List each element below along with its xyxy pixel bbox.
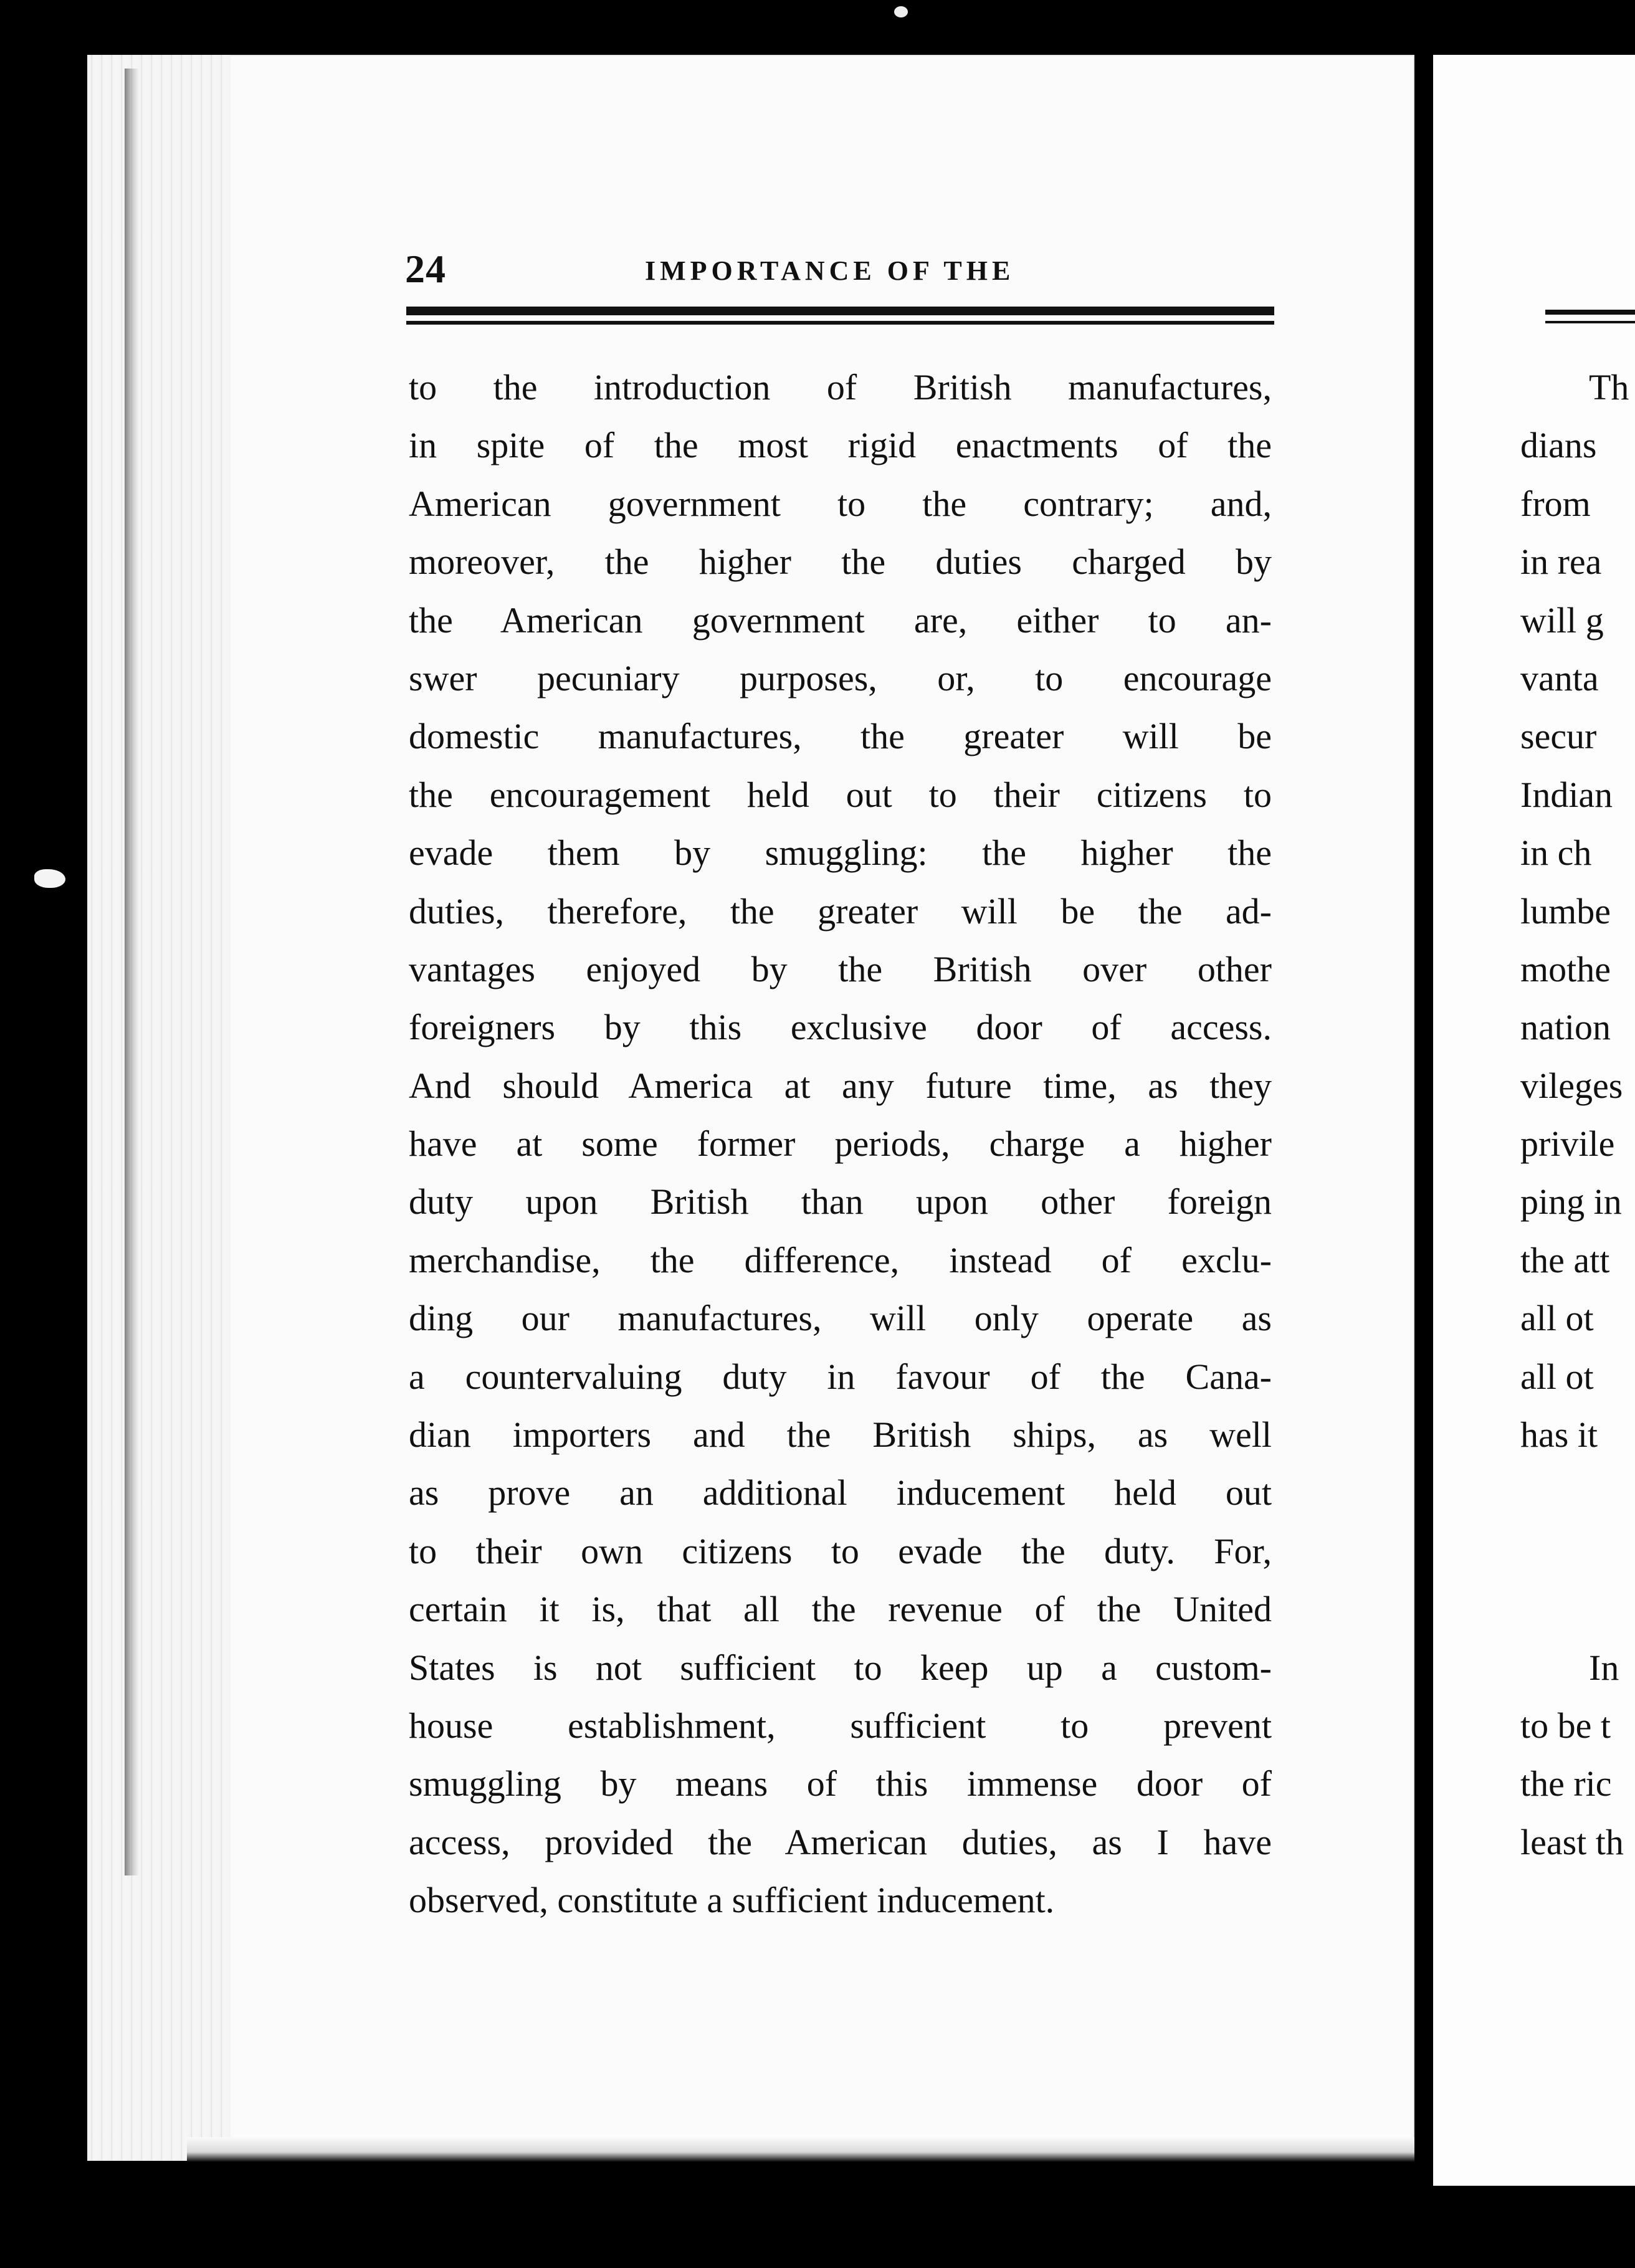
right-text-line: secur xyxy=(1520,716,1597,757)
text-line: a countervaluing duty in favour of the Cana- xyxy=(409,1356,1272,1397)
right-page-text xyxy=(1520,358,1635,1871)
text-line: certain it is, that all the revenue of the United xyxy=(409,1589,1272,1630)
text-line: smuggling by means of this immense door of xyxy=(409,1763,1272,1804)
text-line: house establishment, sufficient to prevent xyxy=(409,1705,1272,1746)
text-line: moreover, the higher the duties charged by xyxy=(409,541,1272,583)
text-line: in spite of the most rigid enactments of the xyxy=(409,425,1272,466)
text-line: have at some former periods, charge a higher xyxy=(409,1123,1272,1165)
dust-speck-left xyxy=(34,869,65,888)
text-line: merchandise, the difference, instead of exclu- xyxy=(409,1239,1272,1280)
right-text-line: privile xyxy=(1520,1123,1615,1165)
right-text-line xyxy=(1520,1464,1635,1522)
text-line: American government to the contrary; and, xyxy=(409,483,1272,524)
right-text-line: vanta xyxy=(1520,657,1599,698)
text-line: as prove an additional inducement held out xyxy=(409,1472,1272,1513)
right-text-line: all ot xyxy=(1520,1298,1594,1339)
right-text-line: In xyxy=(1589,1647,1619,1688)
right-text-line: in ch xyxy=(1520,832,1592,874)
header-rule-thick xyxy=(406,307,1274,315)
page-edges xyxy=(87,55,231,2161)
right-text-line: will g xyxy=(1520,599,1604,641)
text-line: And should America at any future time, as they xyxy=(409,1065,1272,1106)
right-header-rule-thick xyxy=(1545,310,1635,315)
text-line: to their own citizens to evade the duty. For, xyxy=(409,1530,1272,1571)
text-line: duty upon British than upon other foreign xyxy=(409,1181,1272,1222)
text-line: the American government are, either to an- xyxy=(409,599,1272,641)
body-text xyxy=(409,358,1272,1930)
page-number: 24 xyxy=(405,247,446,291)
right-text-line: Th xyxy=(1589,367,1629,407)
text-line: dian importers and the British ships, as well xyxy=(409,1414,1272,1456)
text-line: evade them by smuggling: the higher the xyxy=(409,832,1272,874)
right-text-line: dians xyxy=(1520,425,1597,466)
text-line: observed, constitute a sufficient inducement. xyxy=(409,1880,1055,1921)
right-text-line: from xyxy=(1520,483,1591,524)
text-line: foreigners by this exclusive door of access. xyxy=(409,1007,1272,1048)
text-line: duties, therefore, the greater will be the ad- xyxy=(409,890,1272,932)
page-bottom-edge xyxy=(187,2137,1421,2162)
text-line: ding our manufactures, will only operate as xyxy=(409,1298,1272,1339)
right-text-line: ping in xyxy=(1520,1181,1622,1222)
right-text-line xyxy=(1520,1522,1635,1580)
right-text-line: least th xyxy=(1520,1821,1624,1862)
binding-shadow xyxy=(125,69,138,1875)
right-text-line: lumbe xyxy=(1520,890,1611,932)
right-text-line: the att xyxy=(1520,1239,1610,1280)
text-line: the encouragement held out to their citizens to xyxy=(409,774,1272,815)
text-line: domestic manufactures, the greater will be xyxy=(409,716,1272,757)
right-header-rule-thin xyxy=(1545,321,1635,323)
page-header xyxy=(405,246,1274,296)
running-head: IMPORTANCE OF THE xyxy=(645,255,1015,286)
right-text-line: vileges xyxy=(1520,1065,1623,1106)
dust-speck xyxy=(894,6,908,17)
text-line: vantages enjoyed by the British over other xyxy=(409,948,1272,989)
right-text-line: nation xyxy=(1520,1007,1611,1048)
page-gutter xyxy=(1414,50,1433,2206)
right-text-line xyxy=(1520,1580,1635,1638)
text-line: States is not sufficient to keep up a custom- xyxy=(409,1647,1272,1688)
right-text-line: the ric xyxy=(1520,1763,1612,1804)
right-text-line: in rea xyxy=(1520,541,1602,583)
right-text-line: to be t xyxy=(1520,1705,1611,1746)
text-line: access, provided the American duties, as I have xyxy=(409,1821,1272,1862)
right-text-line: has it xyxy=(1520,1414,1598,1456)
text-line: to the introduction of British manufactures, xyxy=(409,367,1272,407)
right-text-line: all ot xyxy=(1520,1356,1594,1397)
right-text-line: Indian xyxy=(1520,774,1613,815)
right-text-line: mothe xyxy=(1520,948,1611,989)
header-rule-thin xyxy=(406,321,1274,325)
text-line: swer pecuniary purposes, or, to encourage xyxy=(409,657,1272,698)
